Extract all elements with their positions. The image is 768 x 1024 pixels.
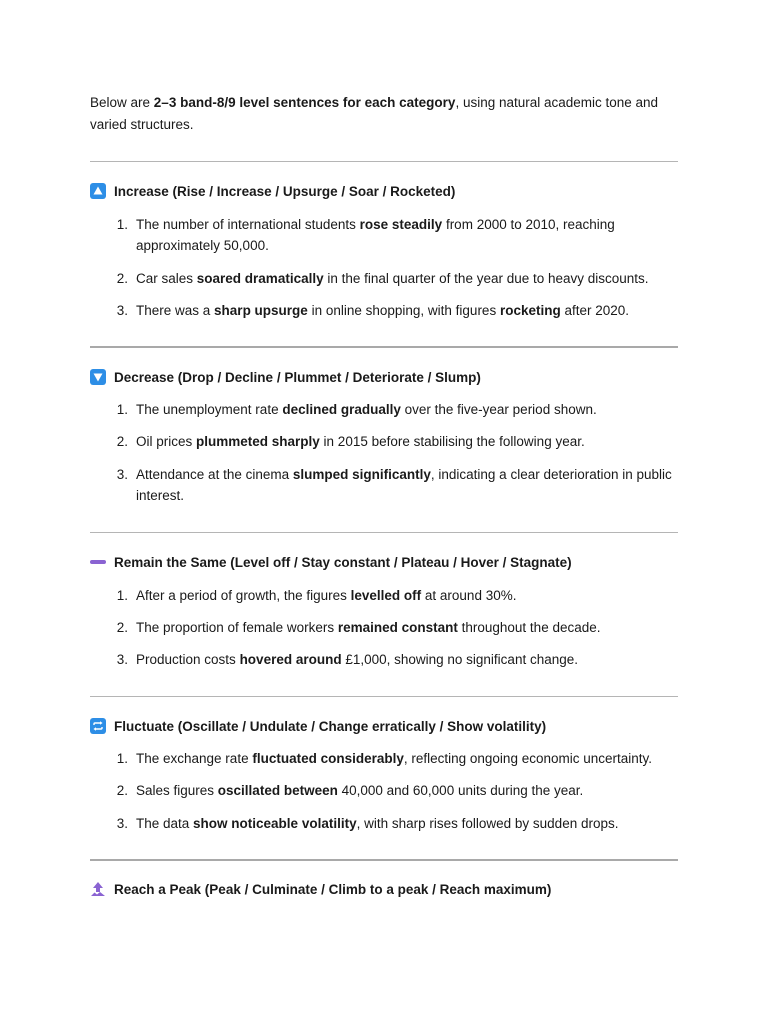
repeat-arrows-icon	[90, 718, 106, 734]
list-item-text: Car sales soared dramatically in the final quarter of the year due to heavy discounts.	[136, 271, 649, 286]
section-title: Fluctuate (Oscillate / Undulate / Change erratically / Show volatility)	[114, 718, 547, 734]
list-item-number: 1.	[116, 402, 128, 417]
divider	[90, 532, 678, 533]
list-item-number: 3.	[116, 816, 128, 831]
list-item-text: The data show noticeable volatility, with sharp rises followed by sudden drops.	[136, 816, 619, 831]
intro-text-before: Below are	[90, 95, 154, 110]
list-item-number: 1.	[116, 751, 128, 766]
minus-dash-icon	[90, 554, 106, 570]
list-item-number: 3.	[116, 303, 128, 318]
divider	[90, 696, 678, 697]
section-heading-fluctuate	[90, 716, 546, 736]
up-triangle-icon	[90, 183, 106, 199]
section-heading-remain	[90, 552, 572, 572]
intro-paragraph	[90, 92, 680, 136]
list-item-text: The unemployment rate declined gradually over the five-year period shown.	[136, 402, 597, 417]
section-heading-increase	[90, 181, 455, 201]
list-item-text: The number of international students rose steadily from 2000 to 2010, reaching approximately 50,000.	[136, 217, 615, 253]
divider	[90, 859, 678, 861]
list-item-number: 1.	[116, 588, 128, 603]
intro-text-bold: 2–3 band-8/9 level sentences for each category	[153, 95, 456, 110]
section-title: Decrease (Drop / Decline / Plummet / Deteriorate / Slump)	[114, 369, 481, 385]
list-item-text: The exchange rate fluctuated considerably, reflecting ongoing economic uncertainty.	[136, 751, 653, 766]
divider	[90, 346, 678, 348]
section-title: Reach a Peak (Peak / Culminate / Climb to a peak / Reach maximum)	[114, 881, 552, 897]
section-title: Increase (Rise / Increase / Upsurge / Soar / Rocketed)	[114, 183, 456, 199]
list-item-number: 2.	[116, 434, 128, 449]
list-item-number: 2.	[116, 271, 128, 286]
list-item-text: The proportion of female workers remained constant throughout the decade.	[136, 620, 601, 635]
list-item-text: Production costs hovered around £1,000, showing no significant change.	[136, 652, 578, 667]
list-item-text: Oil prices plummeted sharply in 2015 before stabilising the following year.	[136, 434, 585, 449]
divider	[90, 161, 678, 162]
list-item-number: 3.	[116, 652, 128, 667]
list-item-text: Sales figures oscillated between 40,000 and 60,000 units during the year.	[136, 783, 584, 798]
list-item-text: There was a sharp upsurge in online shopping, with figures rocketing after 2020.	[136, 303, 630, 318]
list-item-number: 1.	[116, 217, 128, 232]
section-heading-peak	[90, 879, 551, 899]
section-title: Remain the Same (Level off / Stay constant / Plateau / Hover / Stagnate)	[114, 554, 572, 570]
section-heading-decrease	[90, 367, 481, 387]
list-item-text: After a period of growth, the figures levelled off at around 30%.	[136, 588, 517, 603]
peak-up-arrow-icon	[90, 881, 106, 897]
intro-text-after: , using natural academic tone and varied structures.	[90, 95, 659, 132]
list-item-number: 3.	[116, 467, 128, 482]
list-item-number: 2.	[116, 783, 128, 798]
down-triangle-icon	[90, 369, 106, 385]
list-item-text: Attendance at the cinema slumped significantly, indicating a clear deterioration in public interest.	[136, 467, 672, 503]
list-item-number: 2.	[116, 620, 128, 635]
